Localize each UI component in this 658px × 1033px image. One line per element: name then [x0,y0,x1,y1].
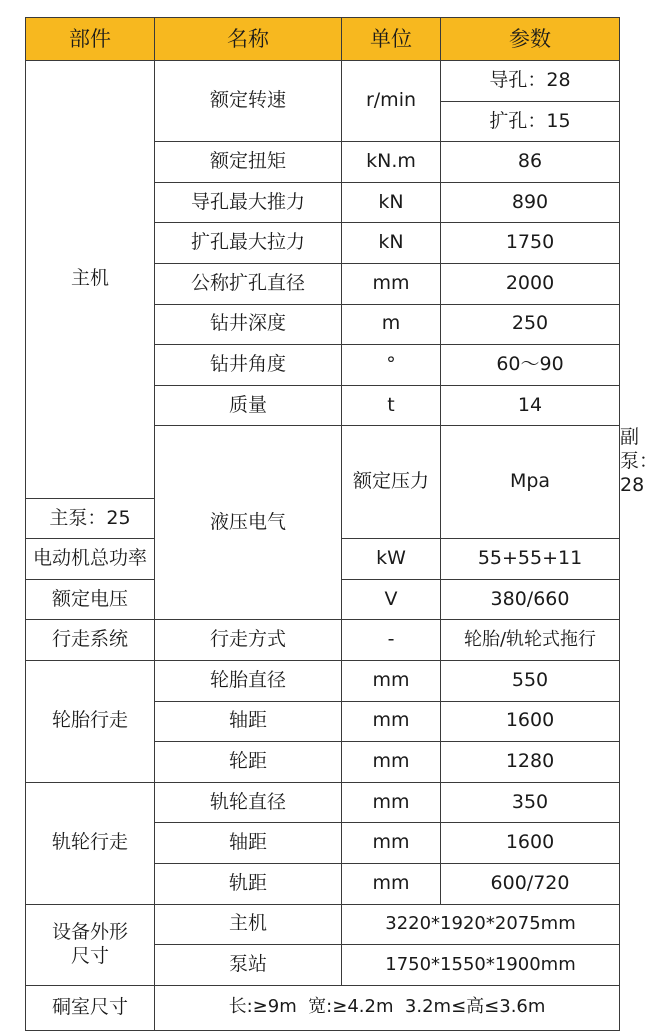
row-param: 2000 [441,263,620,304]
row-unit: mm [342,742,441,783]
row-param: 扩孔：15 [441,101,620,142]
header-name: 名称 [155,18,342,61]
row-name: 轴距 [155,701,342,742]
row-name: 钻井角度 [155,345,342,386]
table-row [26,61,620,102]
group-hydraulic: 液压电气 [155,426,342,620]
header-part: 部件 [26,18,155,61]
table-row [26,660,620,701]
group-chamber: 硐室尺寸 [26,985,155,1030]
header-row [26,18,620,61]
row-name: 额定扭矩 [155,142,342,183]
row-param: 55+55+11 [441,539,620,580]
row-param: 86 [441,142,620,183]
group-travel: 行走系统 [26,620,155,661]
table-row: 液压电气 额定压力 Mpa 副泵：28 [26,426,620,498]
row-unit: r/min [342,61,441,142]
row-name: 钻井深度 [155,304,342,345]
row-param: 主泵：25 [26,498,155,539]
row-unit: mm [342,660,441,701]
row-unit: t [342,385,441,426]
chamber-value: 长:≥9m 宽:≥4.2m 3.2m≤高≤3.6m [155,985,620,1030]
row-unit: kN [342,223,441,264]
row-name: 额定转速 [155,61,342,142]
row-unit: mm [342,863,441,904]
row-name: 扩孔最大拉力 [155,223,342,264]
row-unit: mm [342,263,441,304]
row-name: 主机 [155,904,342,945]
row-unit: mm [342,782,441,823]
row-unit: mm [342,701,441,742]
row-name: 轮胎直径 [155,660,342,701]
row-param: 250 [441,304,620,345]
row-unit: mm [342,823,441,864]
table-row [26,782,620,823]
group-dimensions [26,904,155,985]
row-unit: Mpa [441,426,620,539]
table-row [26,985,620,1030]
row-name: 公称扩孔直径 [155,263,342,304]
row-param: 550 [441,660,620,701]
row-value: 1750*1550*1900mm [342,945,620,986]
table-row [26,620,620,661]
row-unit: V [342,579,441,620]
header-param: 参数 [441,18,620,61]
row-name: 质量 [155,385,342,426]
row-value: 3220*1920*2075mm [342,904,620,945]
row-param: 导孔：28 [441,61,620,102]
row-name: 轮距 [155,742,342,783]
group-main: 主机 [26,61,155,499]
row-name: 泵站 [155,945,342,986]
group-rail: 轨轮行走 [26,782,155,904]
row-unit: - [342,620,441,661]
row-param: 1600 [441,701,620,742]
group-tire: 轮胎行走 [26,660,155,782]
group-dimensions-line1: 设备外形 [51,920,128,943]
row-param: 60～90 [441,345,620,386]
row-param: 890 [441,182,620,223]
row-param: 1280 [441,742,620,783]
row-name: 轨轮直径 [155,782,342,823]
group-dimensions-line2: 尺寸 [70,944,109,967]
row-name: 额定电压 [26,579,155,620]
row-name: 轴距 [155,823,342,864]
header-unit: 单位 [342,18,441,61]
row-param: 14 [441,385,620,426]
row-param: 380/660 [441,579,620,620]
table-row [26,904,620,945]
row-param: 350 [441,782,620,823]
row-unit: kN [342,182,441,223]
row-param: 600/720 [441,863,620,904]
row-unit: kW [342,539,441,580]
row-param: 1750 [441,223,620,264]
row-unit: kN.m [342,142,441,183]
spec-table [25,17,658,1031]
row-name: 额定压力 [342,426,441,539]
row-name: 导孔最大推力 [155,182,342,223]
row-unit: m [342,304,441,345]
row-name: 行走方式 [155,620,342,661]
row-name: 电动机总功率 [26,539,155,580]
row-param: 1600 [441,823,620,864]
row-unit: ° [342,345,441,386]
row-name: 轨距 [155,863,342,904]
row-param: 轮胎/轨轮式拖行 [441,620,620,661]
